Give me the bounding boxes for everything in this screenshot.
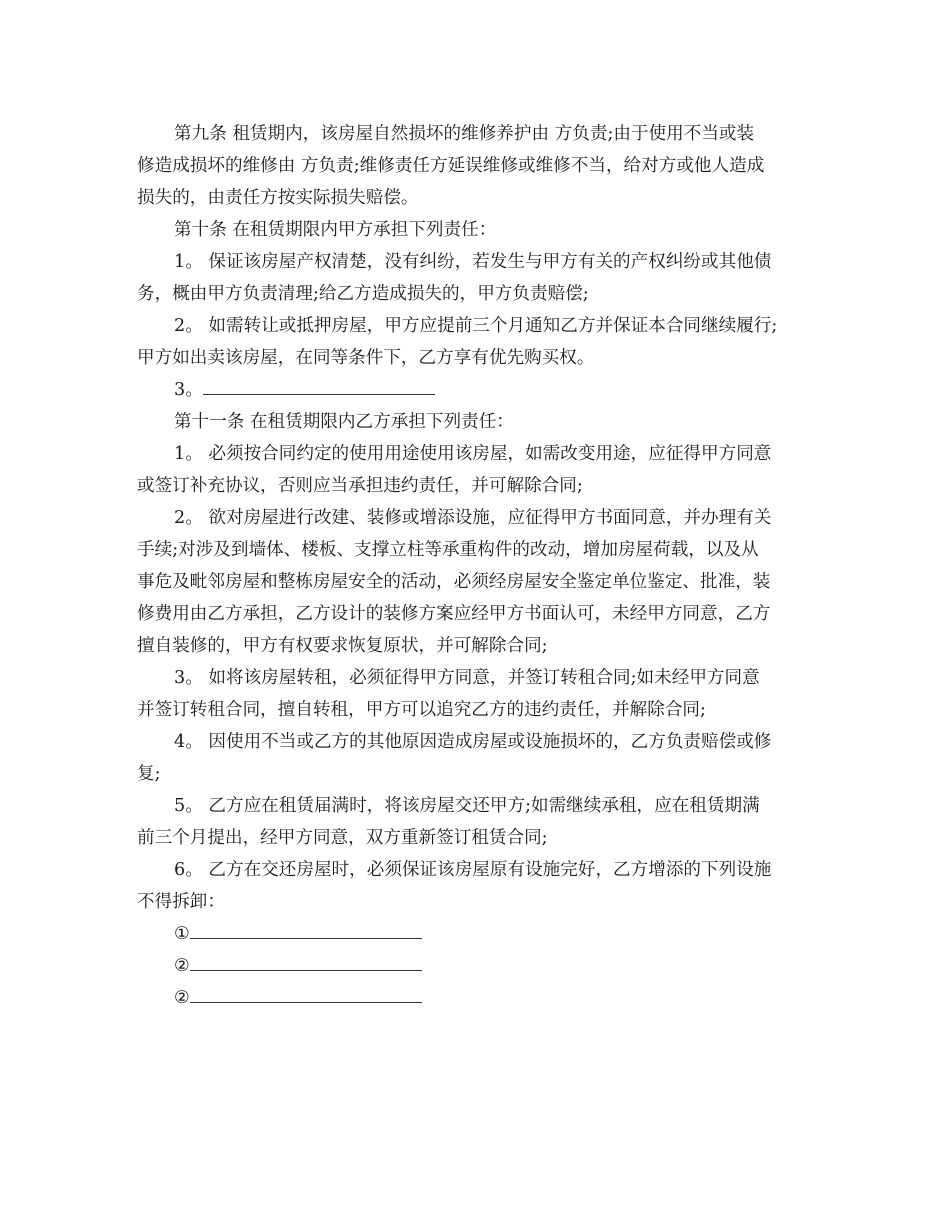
clause-11-item-1-line-1: 1。 必须按合同约定的使用用途使用该房屋，如需改变用途，应征得甲方同意 <box>174 444 772 464</box>
clause-11-item-2-line-4: 修费用由乙方承担，乙方设计的装修方案应经甲方书面认可，未经甲方同意，乙方 <box>137 604 771 624</box>
clause-10-item-3 <box>137 374 813 406</box>
clause-10-item-1-line-2: 务，概由甲方负责清理;给乙方造成损失的，甲方负责赔偿; <box>137 284 589 304</box>
clause-10-heading: 第十条 在租赁期限内甲方承担下列责任： <box>174 220 497 240</box>
clause-11-item-6-line-2: 不得拆卸： <box>137 892 225 912</box>
facility-blank-3 <box>137 982 813 1014</box>
clause-11-item-5-line-2: 前三个月提出，经甲方同意，双方重新签订租赁合同; <box>137 828 548 848</box>
clause-11-item-2-line-5: 擅自装修的，甲方有权要求恢复原状，并可解除合同; <box>137 636 548 656</box>
facility-blank-1 <box>137 918 813 950</box>
facility-blank-2 <box>137 950 813 982</box>
clause-10-item-1-line-1: 1。 保证该房屋产权清楚，没有纠纷，若发生与甲方有关的产权纠纷或其他债 <box>174 252 772 272</box>
facility-blank-1-marker: ① <box>174 924 190 944</box>
clause-9-line-3: 损失的，由责任方按实际损失赔偿。 <box>137 188 419 208</box>
fill-in-blank[interactable] <box>190 982 422 1003</box>
clause-11-item-5-line-1: 5。 乙方应在租赁届满时，将该房屋交还甲方;如需继续承租，应在租赁期满 <box>174 796 760 816</box>
clause-11-item-3-line-2: 并签订转租合同，擅自转租，甲方可以追究乙方的违约责任，并解除合同; <box>137 700 706 720</box>
contract-body <box>137 118 813 1014</box>
clause-11-item-1-line-2: 或签订补充协议，否则应当承担违约责任，并可解除合同; <box>137 476 583 496</box>
facility-blank-3-marker: ② <box>174 988 190 1008</box>
clause-10-item-3-number: 3。 <box>174 380 203 400</box>
clause-11-heading: 第十一条 在租赁期限内乙方承担下列责任： <box>174 412 514 432</box>
fill-in-blank[interactable] <box>190 918 422 939</box>
facility-blank-2-marker: ② <box>174 956 190 976</box>
clause-10-item-2-line-1: 2。 如需转让或抵押房屋，甲方应提前三个月通知乙方并保证本合同继续履行; <box>174 316 778 336</box>
fill-in-blank[interactable] <box>190 950 422 971</box>
clause-11-item-3-line-1: 3。 如将该房屋转租，必须征得甲方同意，并签订转租合同;如未经甲方同意 <box>174 668 760 688</box>
clause-9-line-1: 第九条 租赁期内，该房屋自然损坏的维修养护由 方负责;由于使用不当或装 <box>174 124 755 144</box>
clause-9-line-2: 修造成损坏的维修由 方负责;维修责任方延误维修或维修不当，给对方或他人造成 <box>137 156 765 176</box>
clause-11-item-2-line-3: 事危及毗邻房屋和整栋房屋安全的活动，必须经房屋安全鉴定单位鉴定、批准，装 <box>137 572 771 592</box>
clause-11-item-2-line-1: 2。 欲对房屋进行改建、装修或增添设施，应征得甲方书面同意，并办理有关 <box>174 508 772 528</box>
clause-11-item-6-line-1: 6。 乙方在交还房屋时，必须保证该房屋原有设施完好，乙方增添的下列设施 <box>174 860 772 880</box>
clause-10-item-2-line-2: 甲方如出卖该房屋，在同等条件下，乙方享有优先购买权。 <box>137 348 595 368</box>
fill-in-blank[interactable] <box>203 374 435 395</box>
clause-11-item-2-line-2: 手续;对涉及到墙体、楼板、支撑立柱等承重构件的改动，增加房屋荷载，以及从 <box>137 540 759 560</box>
clause-11-item-4-line-2: 复; <box>137 764 161 784</box>
clause-11-item-4-line-1: 4。 因使用不当或乙方的其他原因造成房屋或设施损坏的，乙方负责赔偿或修 <box>174 732 772 752</box>
